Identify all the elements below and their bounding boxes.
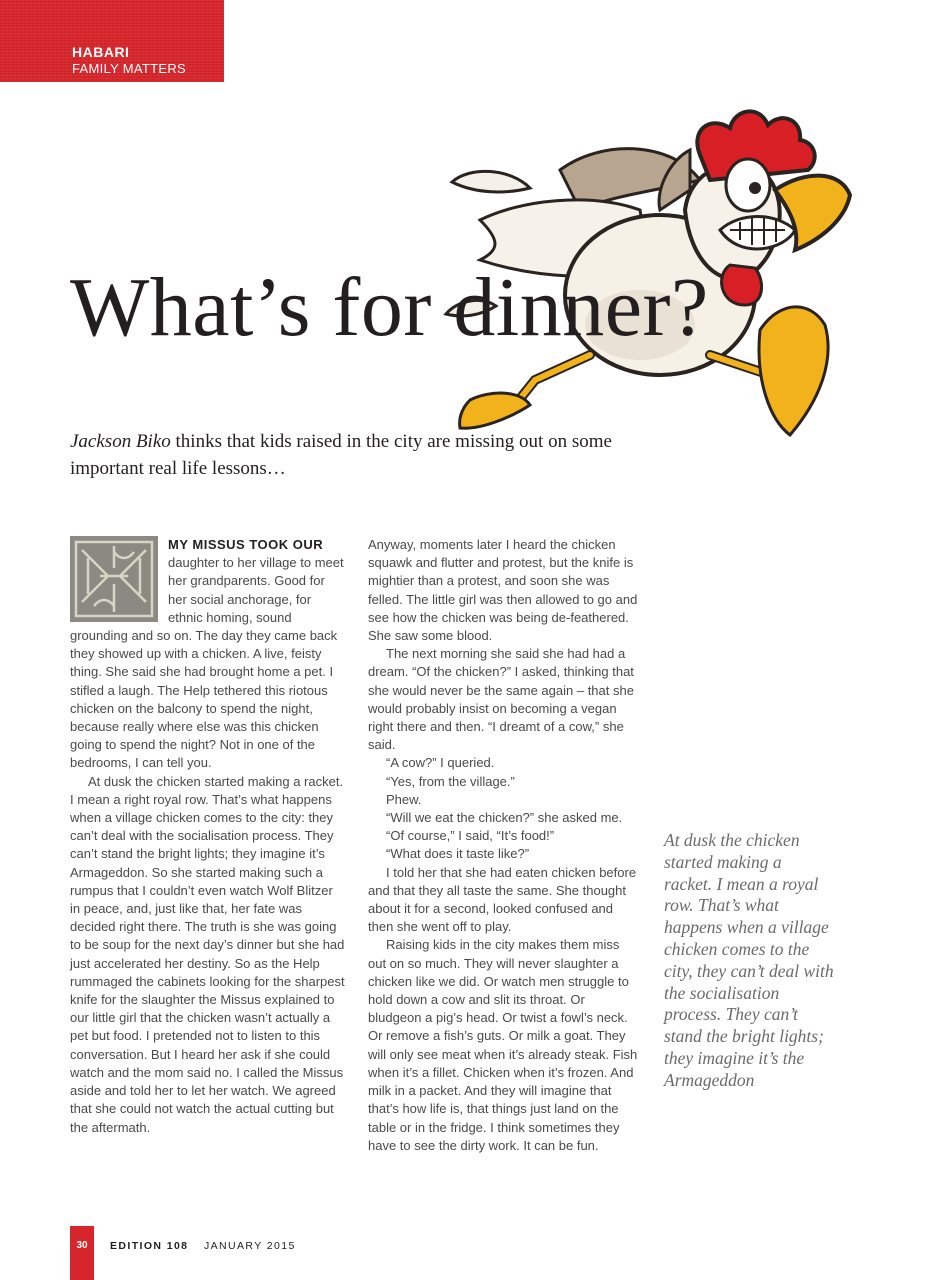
paragraph: Raising kids in the city makes them miss out on so much. They will never slaughter a chicken like we did. Or watch men struggle to hold down a cow and slit its throat. Or bludgeon a pig’s head. Or twist a fowl’s neck. Or remove a fish’s guts. Or milk a goat. They will only see meat when it’s already steak. Fish when it’s a fillet. Chicken when it’s frozen. And milk in a packet. And they will imagine that that’s how life is, that things just land on the table or in the fridge. I think sometimes they have to see the dirty work. It can be fun.	[368, 937, 638, 1153]
paragraph: Anyway, moments later I heard the chicken squawk and flutter and protest, but the knife is mightier than a protest, and soon she was felled. The little girl was then allowed to go and see how the chicken was being de-feathered. She saw some blood.	[368, 537, 638, 644]
standfirst-text: thinks that kids raised in the city are missing out on some important real life lessons…	[70, 431, 612, 479]
article-column-2	[368, 536, 640, 1155]
edition-label: EDITION 108	[110, 1240, 189, 1252]
page-number: 30	[76, 1240, 88, 1251]
section-label: HABARI	[72, 44, 130, 60]
headline	[70, 261, 709, 354]
issue-date: JANUARY 2015	[204, 1240, 296, 1252]
tribal-ornament-icon	[70, 536, 158, 622]
paragraph: Phew.	[386, 791, 422, 807]
standfirst	[70, 428, 630, 482]
paragraph: “Yes, from the village.”	[386, 773, 515, 789]
paragraph: The next morning she said she had had a dream. “Of the chicken?” I asked, thinking that she would never be the same again – that she would probably insist on becoming a vegan right there and then. “I dreamt of a cow,” she said.	[368, 646, 634, 753]
author-name: Jackson Biko	[70, 431, 171, 452]
paragraph: “Of course,” I said, “It’s food!”	[386, 828, 555, 844]
paragraph-text: daughter to her village to meet her grandparents. Good for her social anchorage, for ethnic homing, sound grounding and so on. The day they came back they showed up with a chicken. A live, feisty thing. She said she had brought home a pet. I stifled a laugh. The Help tethered this riotous chicken on the balcony to spend the night, because really where else was this chicken going to spend the night? Not in one of the bedrooms, I can tell you.	[70, 555, 344, 771]
lead-in: MY MISSUS TOOK OUR	[168, 537, 324, 552]
subsection-label: FAMILY MATTERS	[72, 61, 186, 76]
section-tab	[0, 0, 224, 82]
page-number-bar	[70, 1226, 94, 1280]
article-column-1	[70, 536, 345, 1137]
paragraph: “What does it taste like?”	[386, 846, 530, 862]
headline-text: What’s for dinner?	[70, 261, 709, 354]
paragraph: “Will we eat the chicken?” she asked me.	[386, 810, 623, 826]
paragraph: “A cow?” I queried.	[386, 755, 495, 771]
paragraph: I told her that she had eaten chicken before and that they all taste the same. She thought about it for a second, looked confused and then she went off to play.	[368, 864, 637, 935]
pull-quote: At dusk the chicken started making a racket. I mean a royal row. That’s what happens when a village chicken comes to the city, they can’t deal with the socialisation process. They can’t stand the bright lights; they imagine it’s the Armageddon	[664, 830, 834, 1090]
paragraph: At dusk the chicken started making a racket. I mean a right royal row. That’s what happens when a village chicken comes to the city: they can’t deal with the socialisation process. They can’t stand the bright lights; they imagine it’s Armageddon. So she started making such a rumpus that I couldn’t even watch Wolf Blitzer in peace, and, just like that, her fate was decided right there. The truth is she was going to be soup for the next day’s dinner but she had just accelerated her destiny. So as the Help rummaged the cabinets looking for the sharpest knife for the slaughter the Missus explained to our little girl that the chicken wasn’t actually a pet but food. I pretended not to listen to this conversation. But I heard her ask if she could watch and the mom said no. I called the Missus aside and told her to let her watch. We agreed that she could not watch the actual cutting but the aftermath.	[70, 773, 345, 1135]
